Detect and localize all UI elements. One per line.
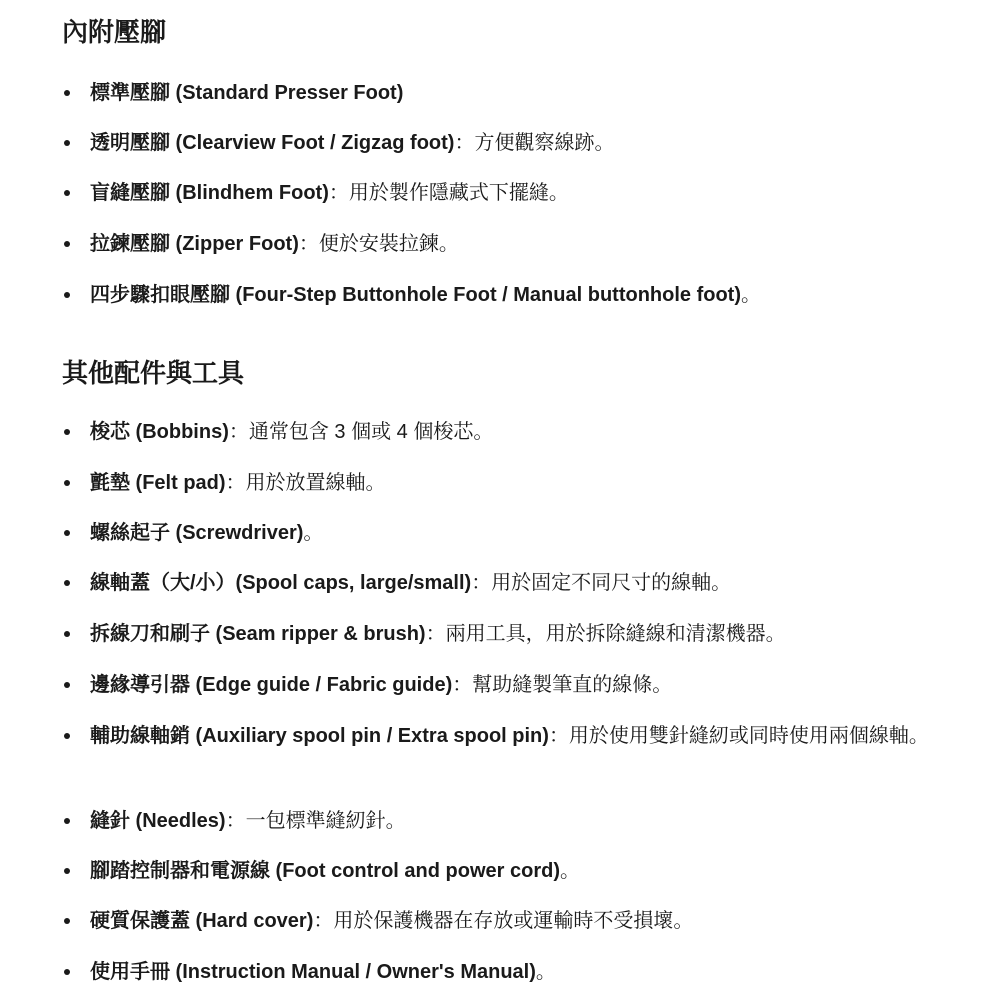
item-description: ：用於固定不同尺寸的線軸。	[471, 572, 732, 594]
item-term: 輔助線軸銷 (Auxiliary spool pin / Extra spool pin)	[90, 725, 549, 747]
list-item	[90, 279, 975, 311]
section-heading-other-accessories: 其他配件與工具	[62, 358, 245, 388]
item-term: 梭芯 (Bobbins)	[90, 421, 229, 443]
item-term: 拆線刀和刷子 (Seam ripper & brush)	[90, 623, 426, 645]
bullet-icon	[64, 918, 70, 924]
item-description: ：幫助縫製筆直的線條。	[452, 674, 673, 696]
list-item	[90, 517, 975, 549]
bullet-icon	[64, 818, 70, 824]
item-description: ：兩用工具，用於拆除縫線和清潔機器。	[425, 623, 786, 645]
list-item	[90, 177, 975, 209]
item-term: 縫針 (Needles)	[90, 810, 226, 832]
item-description: 。	[535, 961, 556, 983]
bullet-icon	[64, 631, 70, 637]
item-description: 。	[559, 860, 580, 882]
list-item	[90, 669, 975, 701]
list-item	[90, 77, 975, 109]
item-term: 腳踏控制器和電源線 (Foot control and power cord)	[90, 860, 560, 882]
item-description: ：用於製作隱藏式下擺縫。	[328, 182, 569, 204]
list-item	[90, 228, 975, 260]
list-item	[90, 618, 975, 650]
item-term: 盲縫壓腳 (Blindhem Foot)	[90, 182, 329, 204]
item-term: 四步驟扣眼壓腳 (Four-Step Buttonhole Foot / Manual buttonhole foot)	[90, 284, 741, 306]
bullet-icon	[64, 530, 70, 536]
item-term: 氈墊 (Felt pad)	[90, 472, 226, 494]
bullet-icon	[64, 480, 70, 486]
list-item	[90, 855, 975, 887]
item-term: 拉鍊壓腳 (Zipper Foot)	[90, 233, 299, 255]
item-description: ：通常包含 3 個或 4 個梭芯。	[228, 421, 494, 443]
item-term: 邊緣導引器 (Edge guide / Fabric guide)	[90, 674, 453, 696]
item-description: 。	[741, 284, 761, 306]
bullet-icon	[64, 429, 70, 435]
item-term: 螺絲起子 (Screwdriver)	[90, 522, 304, 544]
list-item	[90, 467, 975, 499]
item-description: ：用於放置線軸。	[225, 472, 386, 494]
bullet-icon	[64, 90, 70, 96]
item-description: ：方便觀察線跡。	[454, 132, 615, 154]
list-item	[90, 956, 975, 988]
list-item	[90, 720, 975, 752]
list-item	[90, 127, 975, 159]
bullet-icon	[64, 682, 70, 688]
bullet-icon	[64, 292, 70, 298]
bullet-icon	[64, 140, 70, 146]
item-term: 使用手冊 (Instruction Manual / Owner's Manual)	[90, 961, 536, 983]
list-item	[90, 805, 975, 837]
list-item	[90, 905, 975, 937]
bullet-icon	[64, 580, 70, 586]
list-item	[90, 567, 975, 599]
bullet-icon	[64, 969, 70, 975]
item-term: 硬質保護蓋 (Hard cover)	[90, 910, 314, 932]
item-term: 透明壓腳 (Clearview Foot / Zigzag foot)	[90, 132, 455, 154]
bullet-icon	[64, 868, 70, 874]
item-description: ：用於保護機器在存放或運輸時不受損壞。	[313, 910, 694, 932]
item-description: ：一包標準縫紉針。	[225, 810, 406, 832]
item-description: 。	[303, 522, 324, 544]
bullet-icon	[64, 190, 70, 196]
list-item	[90, 416, 975, 448]
section-heading-included-feet: 內附壓腳	[62, 17, 167, 47]
bullet-icon	[64, 241, 70, 247]
bullet-icon	[64, 733, 70, 739]
item-description: ：用於使用雙針縫紉或同時使用兩個線軸。	[548, 725, 929, 747]
item-term: 線軸蓋（大/小）(Spool caps, large/small)	[90, 572, 472, 594]
item-description: ：便於安裝拉鍊。	[298, 233, 459, 255]
item-term: 標準壓腳 (Standard Presser Foot)	[90, 82, 404, 104]
